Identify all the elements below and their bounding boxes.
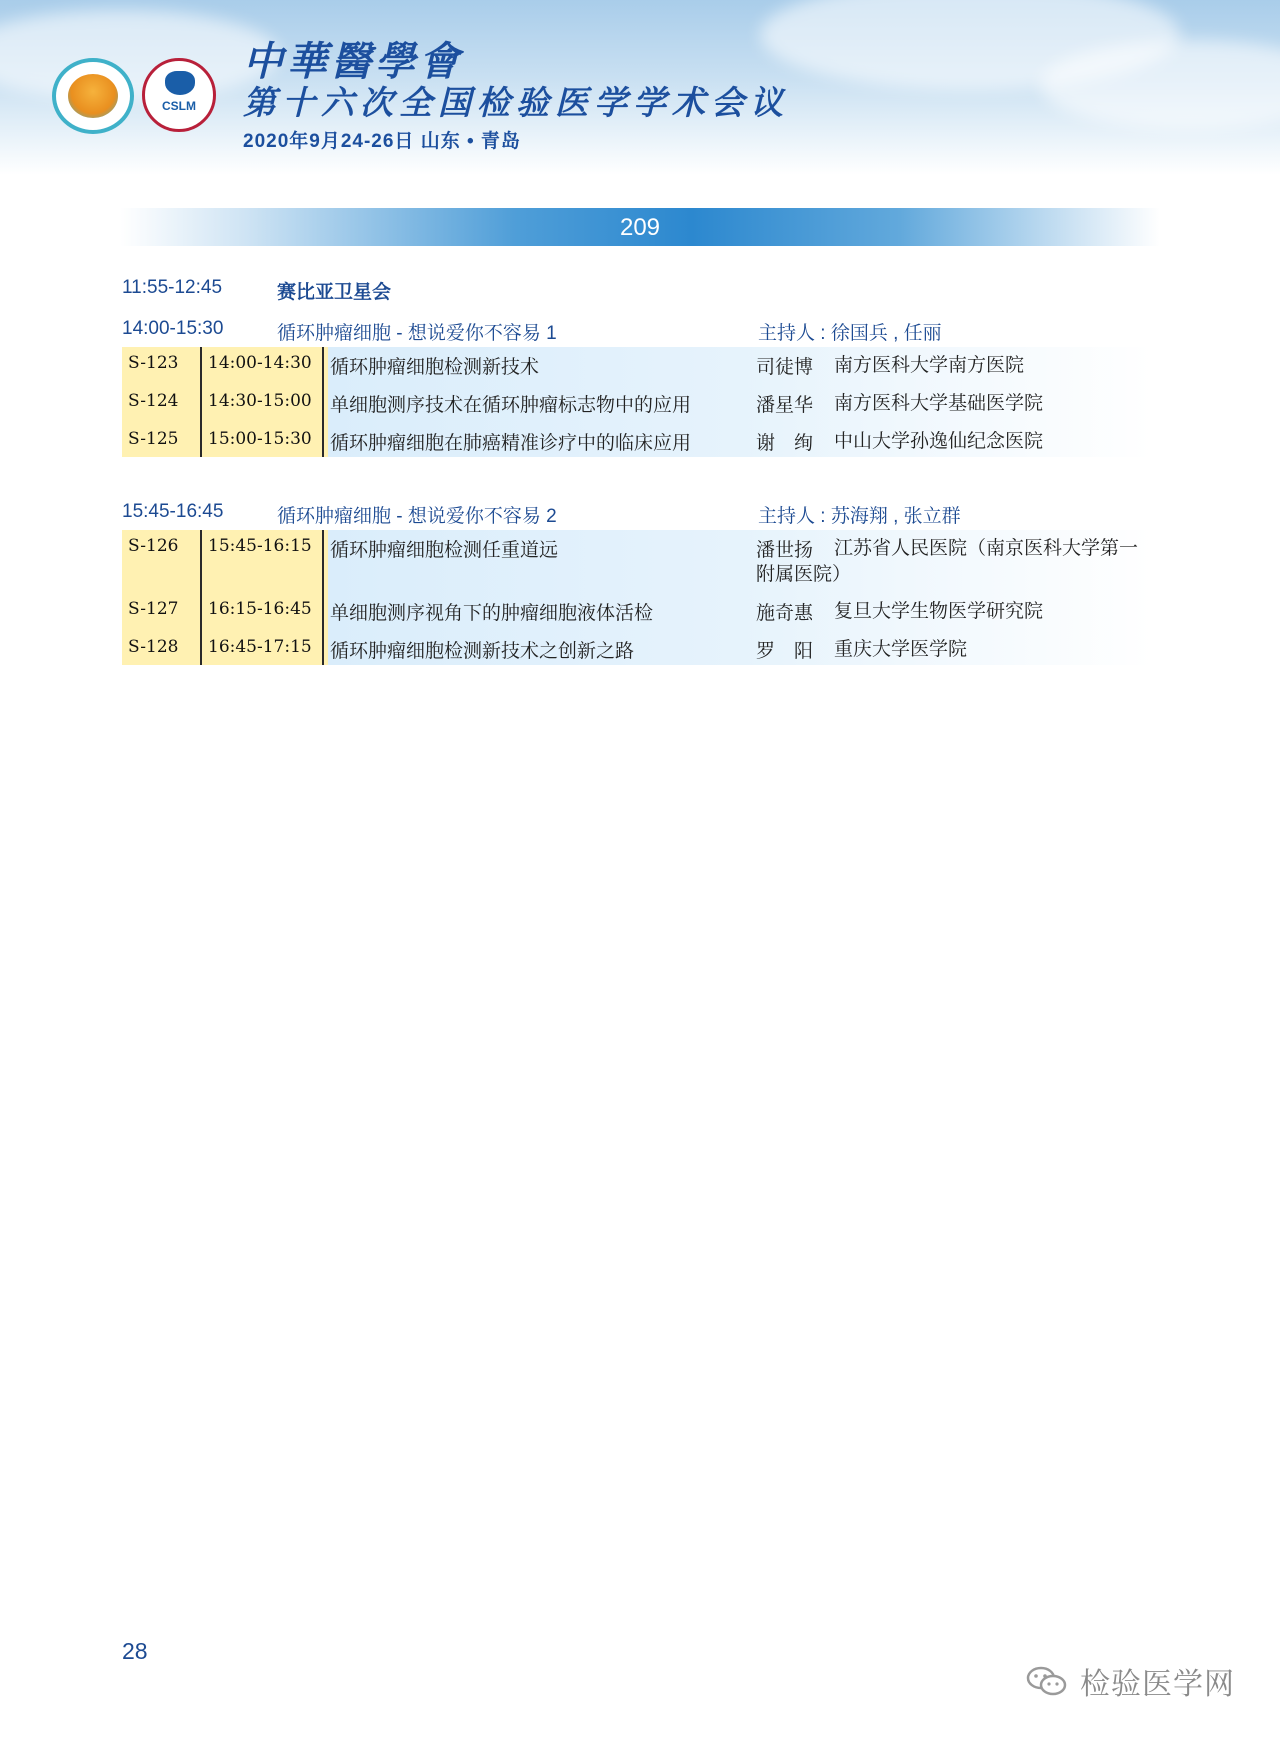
- talk-code: S-126: [128, 536, 179, 556]
- session-hosts: 主持人 : 苏海翔 , 张立群: [758, 506, 961, 527]
- conference-header: [0, 0, 1280, 175]
- talk-time: 14:30-15:00: [208, 391, 312, 411]
- talk-title: 循环肿瘤细胞检测新技术之创新之路: [330, 640, 635, 662]
- talk-institution: 江苏省人民医院（南京医科大学第一附属医院）: [756, 537, 1139, 585]
- table-row: [122, 347, 1152, 385]
- table-row: [122, 631, 1152, 665]
- talk-code: S-124: [128, 391, 179, 411]
- table-row: [122, 423, 1152, 457]
- session-name: 赛比亚卫星会: [277, 282, 392, 303]
- talk-institution: 南方医科大学基础医学院: [834, 392, 1044, 414]
- wechat-icon: [1026, 1665, 1068, 1697]
- talk-institution: 南方医科大学南方医院: [834, 354, 1025, 376]
- talk-time: 16:15-16:45: [208, 599, 312, 619]
- session-header-satellite: [122, 273, 1152, 303]
- talk-speaker: 潘星华: [756, 394, 814, 416]
- table-row: [122, 530, 1152, 593]
- talk-title: 单细胞测序技术在循环肿瘤标志物中的应用: [330, 394, 692, 416]
- session-header-2: [122, 497, 1152, 527]
- watermark: [1026, 1659, 1246, 1702]
- room-number: 209: [619, 214, 661, 241]
- talk-speaker: 罗 阳: [756, 640, 814, 662]
- session-name: 循环肿瘤细胞 - 想说爱你不容易 2: [277, 506, 557, 527]
- talk-speaker: 潘世扬: [756, 539, 814, 561]
- table-row: [122, 593, 1152, 631]
- talk-speaker: 谢 绚: [756, 432, 814, 454]
- conference-title: 第十六次全国检验医学学术会议: [243, 83, 789, 122]
- talk-code: S-123: [128, 353, 179, 373]
- cslm-logo-text: CSLM: [162, 99, 196, 113]
- talk-time: 15:00-15:30: [208, 429, 312, 449]
- session-hosts: 主持人 : 徐国兵 , 任丽: [758, 323, 942, 344]
- talk-speaker: 施奇惠: [756, 602, 814, 624]
- talk-institution: 重庆大学医学院: [834, 638, 968, 660]
- room-banner: [120, 208, 1160, 246]
- talk-speaker: 司徒博: [756, 356, 814, 378]
- talk-title: 循环肿瘤细胞在肺癌精准诊疗中的临床应用: [330, 432, 692, 454]
- talk-institution: 中山大学孙逸仙纪念医院: [834, 430, 1044, 452]
- talk-time: 14:00-14:30: [208, 353, 312, 373]
- table-row: [122, 385, 1152, 423]
- cslm-logo: [142, 58, 216, 132]
- talk-institution: 复旦大学生物医学研究院: [834, 600, 1044, 622]
- cloud-decoration: [0, 10, 280, 100]
- talk-title: 循环肿瘤细胞检测任重道远: [330, 539, 559, 561]
- talk-code: S-128: [128, 637, 179, 657]
- talk-title: 单细胞测序视角下的肿瘤细胞液体活检: [330, 602, 654, 624]
- session-name: 循环肿瘤细胞 - 想说爱你不容易 1: [277, 323, 557, 344]
- talk-code: S-127: [128, 599, 179, 619]
- talk-code: S-125: [128, 429, 179, 449]
- watermark-text: 检验医学网: [1080, 1667, 1235, 1702]
- session-time: 14:00-15:30: [122, 318, 224, 339]
- talk-time: 15:45-16:15: [208, 536, 312, 556]
- session-time: 11:55-12:45: [122, 277, 223, 298]
- association-title: 中華醫學會: [243, 38, 463, 85]
- conference-date-location: 2020年9月24-26日 山东 • 青岛: [243, 131, 521, 152]
- page-number: 28: [122, 1638, 148, 1664]
- talk-time: 16:45-17:15: [208, 637, 312, 657]
- session-time: 15:45-16:45: [122, 501, 224, 522]
- talk-title: 循环肿瘤细胞检测新技术: [330, 356, 540, 378]
- cma-logo: [52, 58, 134, 134]
- session-header-1: [122, 314, 1152, 344]
